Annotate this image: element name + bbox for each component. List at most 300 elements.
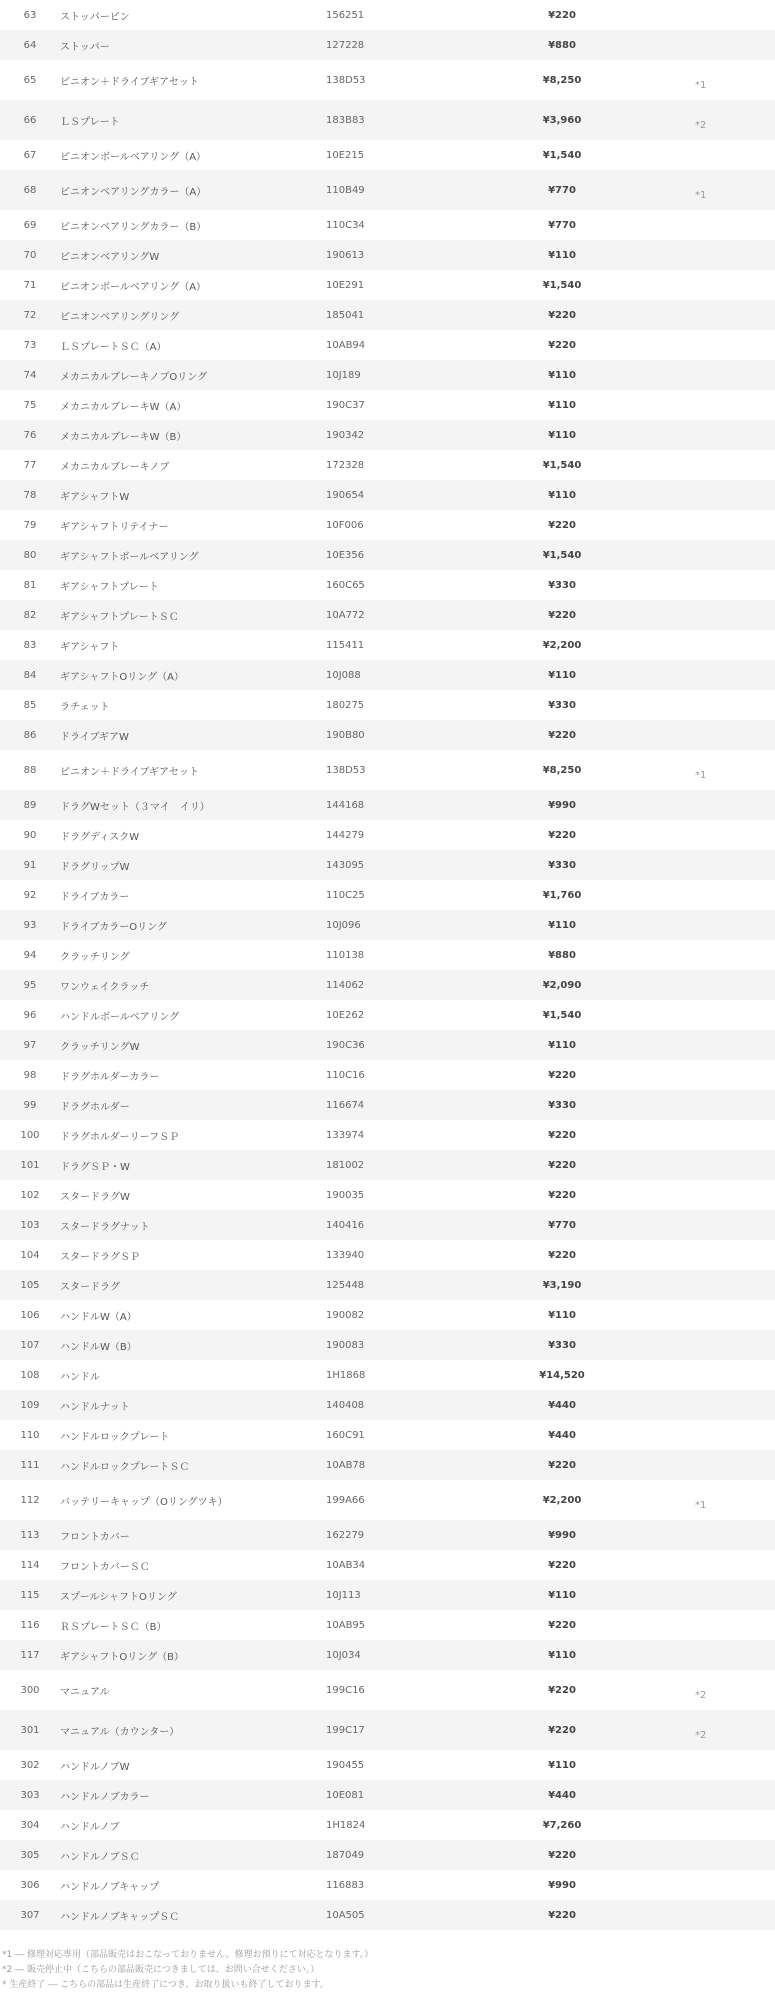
part-number: 306	[20, 1879, 40, 1891]
part-number: 117	[20, 1649, 40, 1661]
part-name: メカニカルブレーキW（B）	[60, 431, 187, 443]
part-price: ¥990	[548, 1879, 576, 1891]
part-number: 109	[20, 1399, 40, 1411]
table-row	[0, 1360, 775, 1390]
part-note	[635, 1750, 775, 1780]
part-number: 93	[23, 919, 37, 931]
part-name: メカニカルブレーキノブOリング	[60, 371, 208, 383]
part-note	[635, 450, 775, 480]
part-price: ¥110	[548, 489, 576, 501]
table-row	[0, 1780, 775, 1810]
part-note	[635, 970, 775, 1000]
part-name: ＲＳプレートＳＣ（B）	[60, 1621, 167, 1633]
part-number: 71	[23, 279, 37, 291]
part-price: ¥110	[548, 399, 576, 411]
part-name: ストッパーピン	[60, 11, 130, 23]
part-price: ¥1,540	[542, 149, 582, 161]
part-code: 114062	[326, 979, 365, 991]
part-number: 100	[20, 1129, 40, 1141]
part-number: 86	[23, 729, 37, 741]
part-note	[635, 1180, 775, 1210]
part-code: 187049	[326, 1849, 365, 1861]
part-name: スプールシャフトOリング	[60, 1591, 177, 1603]
table-row	[0, 1300, 775, 1330]
part-code: 144279	[326, 829, 365, 841]
table-row	[0, 1840, 775, 1870]
part-code: 10AB78	[326, 1459, 366, 1471]
part-price: ¥1,540	[542, 279, 582, 291]
table-row	[0, 1060, 775, 1090]
part-code: 10J034	[326, 1649, 361, 1661]
part-name: ハンドルW（A）	[60, 1311, 137, 1323]
part-code: 127228	[326, 39, 365, 51]
part-name: ハンドル	[60, 1371, 100, 1383]
part-name: ハンドルノブキャップＳＣ	[60, 1911, 180, 1923]
table-row	[0, 60, 775, 100]
part-note	[635, 820, 775, 850]
part-note	[635, 1780, 775, 1810]
part-code: 190613	[326, 249, 365, 261]
part-code: 199C16	[326, 1684, 365, 1696]
part-note	[635, 600, 775, 630]
table-row	[0, 1450, 775, 1480]
table-row	[0, 1330, 775, 1360]
part-note	[635, 170, 775, 210]
part-price: ¥220	[548, 1849, 576, 1861]
table-row	[0, 790, 775, 820]
table-row	[0, 30, 775, 60]
part-number: 114	[20, 1559, 40, 1571]
part-name: ドラグＳＰ・W	[60, 1161, 130, 1173]
table-row	[0, 390, 775, 420]
part-note	[635, 1210, 775, 1240]
note-marker: *1	[695, 1499, 707, 1511]
part-name: クラッチリングW	[60, 1041, 140, 1053]
part-number: 64	[23, 39, 37, 51]
part-code: 180275	[326, 699, 365, 711]
part-code: 160C65	[326, 579, 365, 591]
part-note	[635, 910, 775, 940]
part-number: 88	[23, 764, 37, 776]
part-note	[635, 1420, 775, 1450]
part-number: 89	[23, 799, 37, 811]
part-note	[635, 850, 775, 880]
part-name: ギアシャフト	[60, 641, 120, 653]
part-name: ハンドルノブＳＣ	[60, 1851, 140, 1863]
part-price: ¥220	[548, 309, 576, 321]
part-name: ハンドルノブカラー	[60, 1791, 150, 1803]
part-code: 140416	[326, 1219, 365, 1231]
part-note	[635, 940, 775, 970]
part-note	[635, 270, 775, 300]
table-row	[0, 820, 775, 850]
part-number: 73	[23, 339, 37, 351]
part-note	[635, 1000, 775, 1030]
part-price: ¥330	[548, 699, 576, 711]
part-price: ¥110	[548, 1759, 576, 1771]
part-note	[635, 1550, 775, 1580]
note-marker: *1	[695, 189, 707, 201]
part-note	[635, 30, 775, 60]
part-code: 190083	[326, 1339, 365, 1351]
part-code: 110138	[326, 949, 365, 961]
part-price: ¥110	[548, 1589, 576, 1601]
part-price: ¥110	[548, 1309, 576, 1321]
part-name: ギアシャフトW	[60, 491, 130, 503]
part-name: ギアシャフトプレートＳＣ	[60, 611, 179, 623]
part-number: 63	[23, 9, 37, 21]
table-row	[0, 940, 775, 970]
table-row	[0, 570, 775, 600]
part-code: 10AB94	[326, 339, 366, 351]
part-note	[635, 360, 775, 390]
table-row	[0, 420, 775, 450]
part-note	[635, 100, 775, 140]
part-code: 10A505	[326, 1909, 365, 1921]
part-name: メカニカルブレーキノブ	[60, 461, 170, 473]
note-marker: *1	[695, 79, 707, 91]
part-number: 66	[23, 114, 37, 126]
part-code: 190342	[326, 429, 365, 441]
part-number: 95	[23, 979, 37, 991]
part-price: ¥220	[548, 1909, 576, 1921]
part-number: 69	[23, 219, 37, 231]
part-name: ドラグWセット（３マイ イリ）	[60, 801, 210, 813]
part-name: ピニオンベアリングカラー（B）	[60, 221, 207, 233]
part-note	[635, 1810, 775, 1840]
table-row	[0, 0, 775, 30]
part-name: ギアシャフトリテイナー	[60, 521, 169, 533]
part-number: 78	[23, 489, 37, 501]
part-number: 92	[23, 889, 37, 901]
part-note	[635, 1610, 775, 1640]
part-number: 81	[23, 579, 37, 591]
part-name: ドライブカラーOリング	[60, 921, 167, 933]
part-price: ¥770	[548, 1219, 576, 1231]
part-number: 68	[23, 184, 37, 196]
part-note	[635, 690, 775, 720]
table-row	[0, 1030, 775, 1060]
table-row	[0, 240, 775, 270]
part-code: 172328	[326, 459, 365, 471]
part-price: ¥220	[548, 609, 576, 621]
part-price: ¥1,540	[542, 1009, 582, 1021]
part-price: ¥330	[548, 1339, 576, 1351]
part-name: ＬＳプレートＳＣ（A）	[60, 341, 167, 353]
part-price: ¥220	[548, 9, 576, 21]
part-price: ¥3,190	[542, 1279, 582, 1291]
part-code: 110C16	[326, 1069, 365, 1081]
part-code: 162279	[326, 1529, 365, 1541]
part-note	[635, 420, 775, 450]
part-name: ワンウェイクラッチ	[60, 981, 150, 993]
table-row	[0, 1900, 775, 1930]
note-marker: *2	[695, 1729, 707, 1741]
part-number: 80	[23, 549, 37, 561]
part-note	[635, 1270, 775, 1300]
part-number: 67	[23, 149, 37, 161]
part-note	[635, 240, 775, 270]
part-price: ¥770	[548, 219, 576, 231]
part-name: ドラグホルダー	[60, 1101, 130, 1113]
part-code: 199C17	[326, 1724, 365, 1736]
part-name: ピニオンベアリングW	[60, 251, 160, 263]
part-number: 74	[23, 369, 37, 381]
part-code: 10J088	[326, 669, 361, 681]
part-price: ¥1,540	[542, 549, 582, 561]
table-row	[0, 1810, 775, 1840]
part-code: 10J113	[326, 1589, 361, 1601]
part-code: 133974	[326, 1129, 365, 1141]
part-number: 91	[23, 859, 37, 871]
part-code: 110C25	[326, 889, 365, 901]
part-name: ギアシャフトOリング（A）	[60, 671, 184, 683]
part-name: ドライブカラー	[60, 891, 130, 903]
part-price: ¥8,250	[542, 764, 582, 776]
part-price: ¥220	[548, 1159, 576, 1171]
part-name: スタードラグ	[60, 1281, 120, 1293]
part-number: 115	[20, 1589, 40, 1601]
part-number: 75	[23, 399, 37, 411]
part-note	[635, 1240, 775, 1270]
part-number: 101	[20, 1159, 40, 1171]
part-price: ¥440	[548, 1399, 576, 1411]
part-price: ¥1,540	[542, 459, 582, 471]
part-name: ハンドルノブ	[60, 1821, 120, 1833]
part-number: 94	[23, 949, 37, 961]
table-row	[0, 300, 775, 330]
part-number: 104	[20, 1249, 40, 1261]
note-marker: *1	[695, 769, 707, 781]
part-price: ¥330	[548, 579, 576, 591]
part-name: ストッパー	[60, 41, 110, 53]
part-name: ギアシャフトOリング（B）	[60, 1651, 184, 1663]
table-row	[0, 1000, 775, 1030]
part-number: 103	[20, 1219, 40, 1231]
part-price: ¥330	[548, 1099, 576, 1111]
part-note	[635, 60, 775, 100]
part-price: ¥220	[548, 339, 576, 351]
part-code: 10J096	[326, 919, 361, 931]
part-price: ¥220	[548, 1619, 576, 1631]
part-number: 97	[23, 1039, 37, 1051]
table-row	[0, 880, 775, 910]
part-note	[635, 1870, 775, 1900]
part-number: 302	[20, 1759, 40, 1771]
part-code: 183B83	[326, 114, 365, 126]
part-code: 190654	[326, 489, 365, 501]
part-name: ドラグリップW	[60, 861, 130, 873]
part-code: 10AB95	[326, 1619, 366, 1631]
table-row	[0, 100, 775, 140]
part-number: 65	[23, 74, 37, 86]
table-row	[0, 1710, 775, 1750]
part-note	[635, 480, 775, 510]
part-note	[635, 1900, 775, 1930]
part-code: 10E262	[326, 1009, 365, 1021]
part-name: スタードラグＳＰ	[60, 1251, 140, 1263]
part-code: 110C34	[326, 219, 365, 231]
part-code: 190C37	[326, 399, 365, 411]
part-name: ハンドルW（B）	[60, 1341, 137, 1353]
part-name: ハンドルナット	[60, 1401, 130, 1413]
part-name: メカニカルブレーキW（A）	[60, 401, 187, 413]
part-code: 10E215	[326, 149, 365, 161]
part-code: 138D53	[326, 764, 366, 776]
part-price: ¥990	[548, 799, 576, 811]
part-name: ピニオンベアリングカラー（A）	[60, 186, 207, 198]
part-code: 190455	[326, 1759, 365, 1771]
part-code: 10E356	[326, 549, 365, 561]
table-row	[0, 450, 775, 480]
part-code: 190C36	[326, 1039, 365, 1051]
part-price: ¥220	[548, 1249, 576, 1261]
part-code: 190B80	[326, 729, 365, 741]
part-number: 301	[20, 1724, 40, 1736]
part-note	[635, 1520, 775, 1550]
part-name: ピニオンボールベアリング（A）	[60, 151, 207, 163]
part-number: 112	[20, 1494, 40, 1506]
part-code: 116883	[326, 1879, 365, 1891]
part-number: 102	[20, 1189, 40, 1201]
part-code: 143095	[326, 859, 365, 871]
part-name: ハンドルロックプレート	[60, 1431, 170, 1443]
part-code: 125448	[326, 1279, 365, 1291]
part-number: 85	[23, 699, 37, 711]
part-price: ¥220	[548, 1559, 576, 1571]
part-price: ¥110	[548, 919, 576, 931]
part-price: ¥880	[548, 949, 576, 961]
table-row	[0, 750, 775, 790]
table-row	[0, 1670, 775, 1710]
part-note	[635, 1450, 775, 1480]
footnote-3: * 生産終了 ― こちらの部品は生産終了につき、お取り扱いも終了しております。	[2, 1980, 329, 1990]
part-note	[635, 1480, 775, 1520]
part-note	[635, 140, 775, 170]
table-row	[0, 1420, 775, 1450]
part-code: 160C91	[326, 1429, 365, 1441]
part-price: ¥220	[548, 1189, 576, 1201]
part-note	[635, 1120, 775, 1150]
table-row	[0, 1610, 775, 1640]
table-row	[0, 1390, 775, 1420]
table-row	[0, 540, 775, 570]
part-price: ¥110	[548, 369, 576, 381]
part-note	[635, 790, 775, 820]
part-code: 185041	[326, 309, 365, 321]
part-code: 156251	[326, 9, 365, 21]
table-row	[0, 1150, 775, 1180]
part-price: ¥220	[548, 1684, 576, 1696]
footnotes	[0, 1948, 775, 1993]
table-row	[0, 660, 775, 690]
part-note	[635, 750, 775, 790]
part-note	[635, 1580, 775, 1610]
part-note	[635, 1300, 775, 1330]
part-note	[635, 630, 775, 660]
part-price: ¥220	[548, 729, 576, 741]
part-price: ¥110	[548, 249, 576, 261]
part-note	[635, 1670, 775, 1710]
part-name: フロントカバーＳＣ	[60, 1561, 150, 1573]
part-code: 10E291	[326, 279, 365, 291]
table-row	[0, 910, 775, 940]
table-row	[0, 1090, 775, 1120]
part-price: ¥880	[548, 39, 576, 51]
part-name: ハンドルロックプレートＳＣ	[60, 1461, 190, 1473]
part-name: ピニオンベアリングリング	[60, 311, 180, 323]
footnote-2: *2 ― 販売停止中（こちらの部品販売につきましては、お問い合せください。）	[2, 1965, 320, 1975]
part-price: ¥440	[548, 1789, 576, 1801]
part-code: 116674	[326, 1099, 365, 1111]
part-name: ラチェット	[60, 701, 110, 713]
part-note	[635, 720, 775, 750]
part-note	[635, 300, 775, 330]
part-price: ¥220	[548, 519, 576, 531]
part-code: 10AB34	[326, 1559, 366, 1571]
table-row	[0, 210, 775, 240]
part-number: 305	[20, 1849, 40, 1861]
table-row	[0, 140, 775, 170]
part-price: ¥330	[548, 859, 576, 871]
note-marker: *2	[695, 1689, 707, 1701]
part-number: 83	[23, 639, 37, 651]
part-note	[635, 1030, 775, 1060]
part-note	[635, 1710, 775, 1750]
table-row	[0, 1270, 775, 1300]
table-row	[0, 360, 775, 390]
part-code: 181002	[326, 1159, 365, 1171]
table-row	[0, 1550, 775, 1580]
table-row	[0, 600, 775, 630]
part-code: 190035	[326, 1189, 365, 1201]
part-name: フロントカバー	[60, 1531, 130, 1543]
table-row	[0, 1750, 775, 1780]
part-price: ¥110	[548, 669, 576, 681]
part-price: ¥1,760	[542, 889, 582, 901]
table-row	[0, 720, 775, 750]
part-number: 108	[20, 1369, 40, 1381]
part-note	[635, 1840, 775, 1870]
table-row	[0, 1580, 775, 1610]
part-note	[635, 570, 775, 600]
part-code: 133940	[326, 1249, 365, 1261]
part-price: ¥3,960	[542, 114, 582, 126]
part-price: ¥110	[548, 1039, 576, 1051]
part-price: ¥2,200	[542, 1494, 582, 1506]
part-name: ハンドルノブW	[60, 1761, 130, 1773]
table-row	[0, 1480, 775, 1520]
table-row	[0, 510, 775, 540]
part-code: 1H1824	[326, 1819, 366, 1831]
part-code: 115411	[326, 639, 365, 651]
part-name: マニュアル	[60, 1686, 110, 1698]
part-number: 96	[23, 1009, 37, 1021]
part-number: 107	[20, 1339, 40, 1351]
part-number: 82	[23, 609, 37, 621]
table-row	[0, 1240, 775, 1270]
table-row	[0, 1210, 775, 1240]
part-name: スタードラグW	[60, 1191, 130, 1203]
table-row	[0, 1120, 775, 1150]
part-number: 77	[23, 459, 37, 471]
part-number: 72	[23, 309, 37, 321]
footnote-1: *1 ― 修理対応専用（部品販売はおこなっておりません。修理お預りにて対応となります。）	[2, 1950, 374, 1960]
table-row	[0, 630, 775, 660]
part-code: 10E081	[326, 1789, 365, 1801]
part-price: ¥220	[548, 1069, 576, 1081]
part-name: ドラグディスクW	[60, 831, 140, 843]
